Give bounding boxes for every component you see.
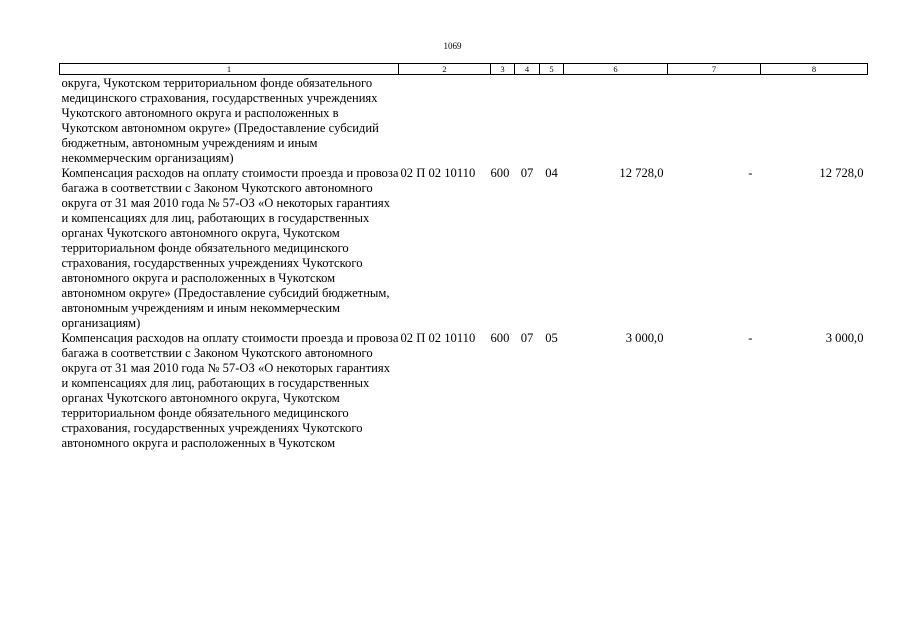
- row-total: 12 728,0: [819, 166, 864, 180]
- row-total: 3 000,0: [825, 331, 864, 345]
- row-rz: 07: [520, 331, 534, 345]
- table-row: [60, 75, 868, 167]
- table-row: [60, 331, 868, 451]
- row-amount: [564, 75, 668, 167]
- row-code: 02 П 02 10110: [400, 166, 476, 180]
- row-vr: [491, 75, 515, 167]
- page-number: 1069: [443, 41, 462, 51]
- table-header: [60, 64, 868, 75]
- row-pr: 04: [545, 166, 558, 180]
- column-header-8: 8: [761, 64, 868, 75]
- column-header-1: 1: [60, 64, 399, 75]
- table-body: [60, 75, 868, 452]
- row-pr: 05: [545, 331, 558, 345]
- column-header-6: 6: [564, 64, 668, 75]
- row-name: Компенсация расходов на оплату стоимости проезда и провоза багажа в соответствии с Законом Чукотского автономного округа от 31 мая 2010 года № 57-ОЗ «О некоторых гарантиях и компенсациях для лиц, работающих в государственных органах Чукотского автономного округа, Чукотском территориальном фонде обязательного медицинского страхования, государственных учреждениях Чукотского автономного округа и расположенных в Чукотском автономном округе» (Предоставление субсидий бюджетным, автономным учреждениям и иным некоммерческим организациям): [61, 166, 399, 330]
- row-name: Компенсация расходов на оплату стоимости проезда и провоза багажа в соответствии с Законом Чукотского автономного округа от 31 мая 2010 года № 57-ОЗ «О некоторых гарантиях и компенсациях для лиц, работающих в государственных органах Чукотского автономного округа, Чукотском территориальном фонде обязательного медицинского страхования, государственных учреждениях Чукотского автономного округа и расположенных в Чукотском: [61, 331, 399, 450]
- row-amount: 3 000,0: [625, 331, 664, 345]
- row-vr: 600: [490, 166, 510, 180]
- budget-table: [59, 63, 868, 451]
- row-vr: 600: [490, 331, 510, 345]
- row-change: -: [748, 331, 753, 345]
- column-header-2: 2: [399, 64, 491, 75]
- column-header-4: 4: [515, 64, 540, 75]
- table-row: [60, 166, 868, 331]
- row-name: округа, Чукотском территориальном фонде обязательного медицинского страхования, государственных учреждениях Чукотского автономного округа и расположенных в Чукотском автономном округе» (Предоставление субсидий бюджетным, автономным учреждениям и иным некоммерческим организациям): [61, 76, 379, 165]
- row-total: [761, 75, 868, 167]
- row-change: -: [748, 166, 753, 180]
- row-pr: [540, 75, 564, 167]
- column-header-7: 7: [668, 64, 761, 75]
- header-row: [60, 64, 868, 75]
- row-rz: [515, 75, 540, 167]
- row-code: 02 П 02 10110: [400, 331, 476, 345]
- row-code: [399, 75, 491, 167]
- row-rz: 07: [520, 166, 534, 180]
- row-change: [668, 75, 761, 167]
- row-amount: 12 728,0: [619, 166, 664, 180]
- column-header-3: 3: [491, 64, 515, 75]
- column-header-5: 5: [540, 64, 564, 75]
